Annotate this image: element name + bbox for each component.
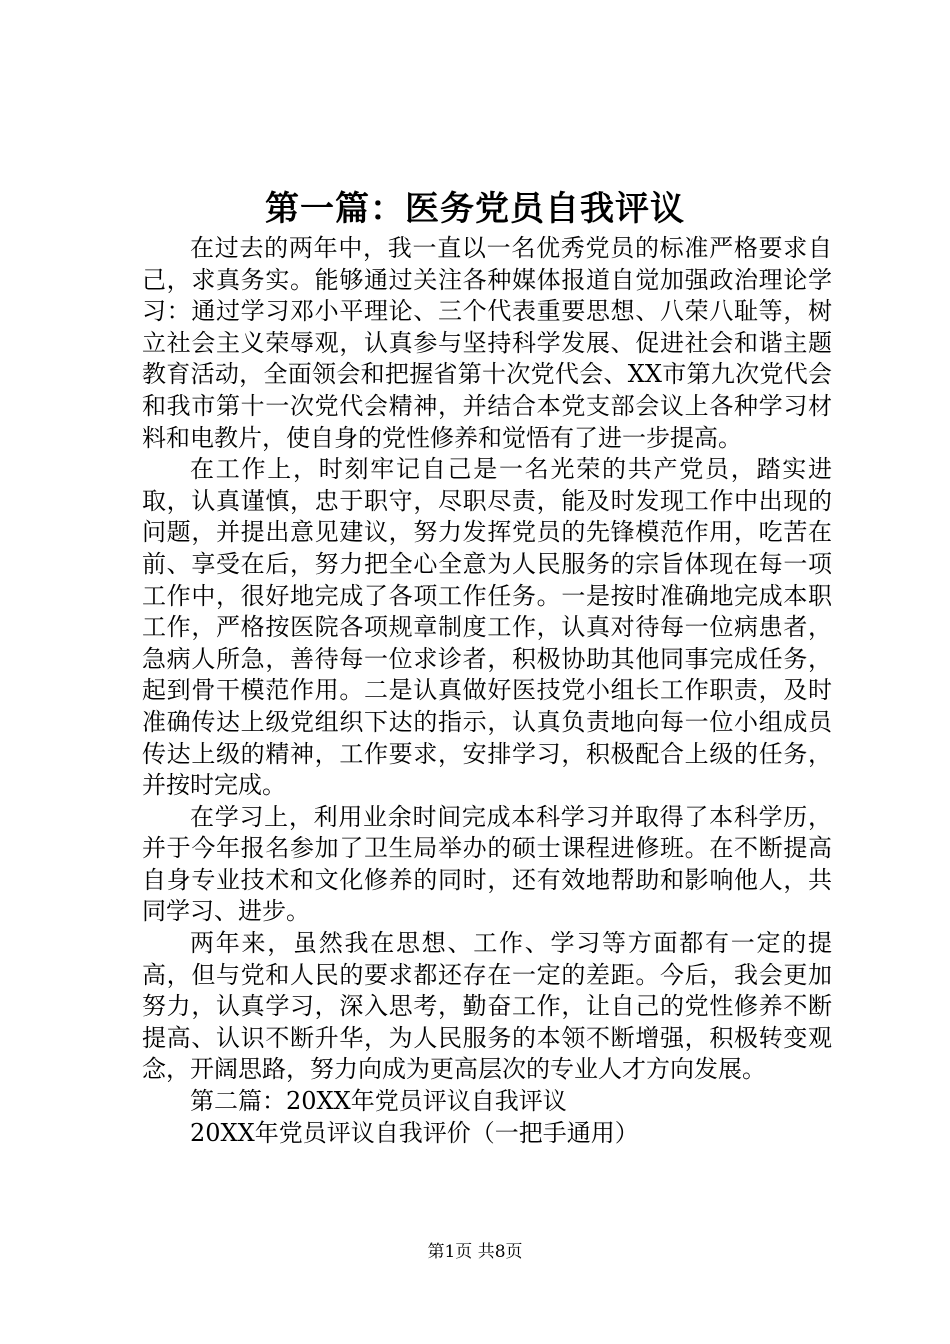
paragraph-ideology: 在过去的两年中，我一直以一名优秀党员的标准严格要求自己，求真务实。能够通过关注各种媒体报道自觉加强政治理论学习：通过学习邓小平理论、三个代表重要思想、八荣八耻等，树立社会主义荣辱观，认真参与坚持科学发展、促进社会和谐主题教育活动，全面领会和把握省第十次党代会、XX市第九次党代会和我市第十一次党代会精神，并结合本党支部会议上各种学习材料和电教片，使自身的党性修养和觉悟有了进一步提高。 bbox=[142, 234, 832, 452]
page-number-footer: 第1页 共8页 bbox=[427, 1242, 523, 1262]
paragraph-work: 在工作上，时刻牢记自己是一名光荣的共产党员，踏实进取，认真谨慎，忠于职守，尽职尽责，能及时发现工作中出现的问题，并提出意见建议，努力发挥党员的先锋模范作用，吃苦在前、享受在后，努力把全心全意为人民服务的宗旨体现在每一项工作中，很好地完成了各项工作任务。一是按时准确地完成本职工作，严格按医院各项规章制度工作，认真对待每一位病患者，急病人所急，善待每一位求诊者，积极协助其他同事完成任务，起到骨干模范作用。二是认真做好医技党小组长工作职责，及时准确传达上级党组织下达的指示，认真负责地向每一位小组成员传达上级的精神，工作要求，安排学习，积极配合上级的任务，并按时完成。 bbox=[142, 455, 832, 800]
document-body bbox=[142, 233, 832, 1149]
paragraph-summary: 两年来，虽然我在思想、工作、学习等方面都有一定的提高，但与党和人民的要求都还存在一定的差距。今后，我会更加努力，认真学习，深入思考，勤奋工作，让自己的党性修养不断提高、认识不断升华，为人民服务的本领不断增强，积极转变观念，开阔思路，努力向成为更高层次的专业人才方向发展。 bbox=[142, 929, 832, 1084]
second-article-heading: 第二篇：20XX年党员评议自我评议 bbox=[190, 1087, 567, 1116]
second-article-subtitle: 20XX年党员评议自我评价（一把手通用） bbox=[190, 1118, 639, 1147]
document-title: 第一篇：医务党员自我评议 bbox=[265, 189, 685, 229]
paragraph-study: 在学习上，利用业余时间完成本科学习并取得了本科学历，并于今年报名参加了卫生局举办的硕士课程进修班。在不断提高自身专业技术和文化修养的同时，还有效地帮助和影响他人，共同学习、进步。 bbox=[142, 802, 832, 926]
